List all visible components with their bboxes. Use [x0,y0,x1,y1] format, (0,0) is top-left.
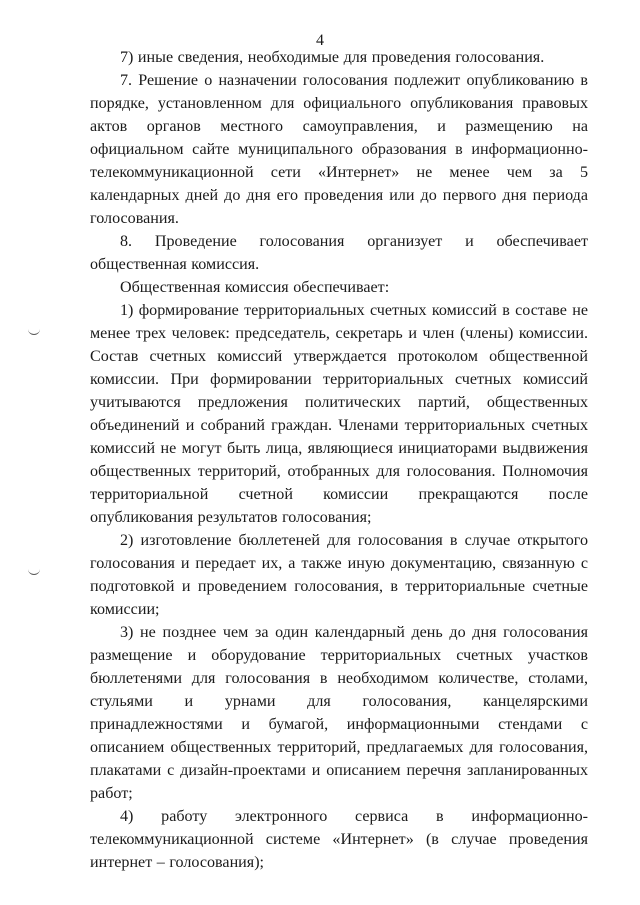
paragraph-clause-7-publication: 7. Решение о назначении голосования подлежит опубликованию в порядке, установленном для официального опубликования правовых актов органов местного самоуправления, и размещению на официальном сайте муниципального образования в информационно-телекоммуникационной сети «Интернет» не менее чем за 5 календарных дней до дня его проведения или до первого дня периода голосования. [90,72,588,227]
paragraph-clause-8-organization: 8. Проведение голосования организует и обеспечивает общественная комиссия. [90,233,588,273]
document-body [90,46,588,874]
scan-margin-mark [28,328,40,335]
paragraph-item-3-polling-sites: 3) не позднее чем за один календарный день до дня голосования размещение и оборудование территориальных счетных участков бюллетенями для голосования в необходимом количестве, столами, стульями и урнами для голосования, канцелярскими принадлежностями и бумагой, информационными стендами с описанием общественных территорий, предлагаемых для голосования, плакатами с дизайн-проектами и описанием перечня запланированных работ; [90,624,588,802]
paragraph-item-7-other-info: 7) иные сведения, необходимые для проведения голосования. [120,49,545,66]
paragraph-commission-provides: Общественная комиссия обеспечивает: [120,279,390,296]
page-number: 4 [316,32,324,49]
paragraph-item-2-ballots: 2) изготовление бюллетеней для голосования в случае открытого голосования и передает их, а также иную документацию, связанную с подготовкой и проведением голосования, в территориальные счетные комиссии; [90,532,588,618]
paragraph-item-4-online-service: 4) работу электронного сервиса в информационно-телекоммуникационной системе «Интернет» (в случае проведения интернет – голосования); [90,808,588,871]
paragraph-item-1-commissions: 1) формирование территориальных счетных комиссий в составе не менее трех человек: председатель, секретарь и член (члены) комиссии. Состав счетных комиссий утверждается протоколом общественной комиссии. При формировании территориальных счетных комиссий учитываются предложения политических партий, общественных объединений и собраний граждан. Членами территориальных счетных комиссий не могут быть лица, являющиеся инициаторами выдвижения общественных территорий, отобранных для голосования. Полномочия территориальной счетной комиссии прекращаются после опубликования результатов голосования; [90,302,588,526]
scan-margin-mark [28,568,40,575]
